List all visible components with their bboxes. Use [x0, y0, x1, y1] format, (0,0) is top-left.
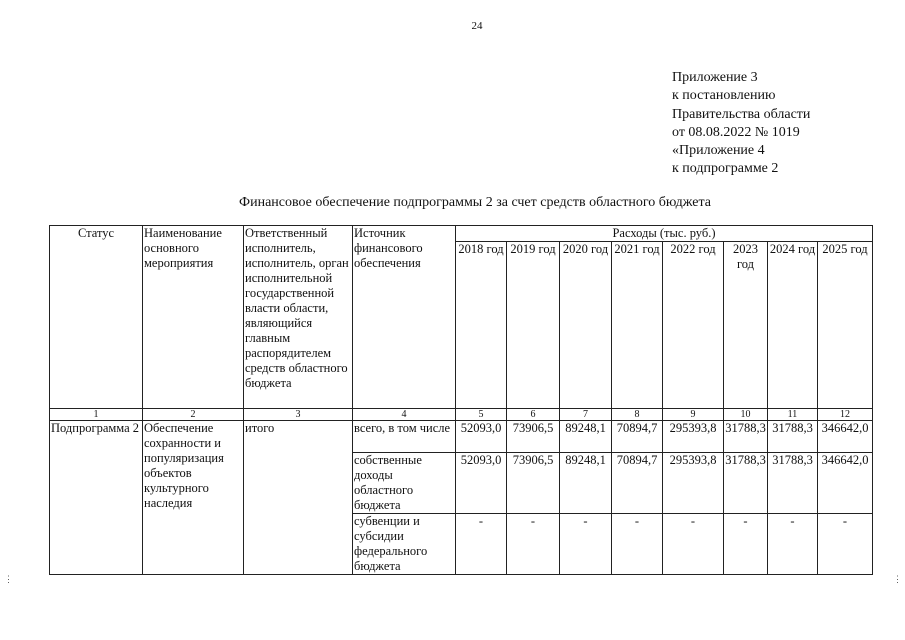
value-cell: 70894,7 — [612, 453, 663, 514]
value-cell: 70894,7 — [612, 421, 663, 453]
document-title: Финансовое обеспечение подпрограммы 2 за счет средств областного бюджета — [239, 195, 711, 210]
column-number: 5 — [456, 409, 507, 421]
responsible-cell: итого — [244, 421, 353, 575]
value-cell: 31788,3 — [768, 421, 818, 453]
value-cell: 31788,3 — [724, 453, 768, 514]
header-year: 2021 год — [612, 242, 663, 409]
header-expenses: Расходы (тыс. руб.) — [456, 226, 873, 242]
column-number: 8 — [612, 409, 663, 421]
source-cell: собственные доходы областного бюджета — [353, 453, 456, 514]
header-year: 2023 год — [724, 242, 768, 409]
value-cell: 31788,3 — [768, 453, 818, 514]
header-responsible: Ответственный исполнитель, исполнитель, орган исполнительной государственной власти области, являющийся главным распорядителем средств областного бюджета — [244, 226, 353, 409]
value-cell: - — [818, 514, 873, 575]
appendix-line: Правительства области — [672, 106, 811, 122]
header-year: 2025 год — [818, 242, 873, 409]
appendix-line: к постановлению — [672, 88, 776, 104]
value-cell: 295393,8 — [663, 421, 724, 453]
header-year: 2020 год — [560, 242, 612, 409]
source-cell: всего, в том числе — [353, 421, 456, 453]
value-cell: 346642,0 — [818, 453, 873, 514]
value-cell: 73906,5 — [507, 453, 560, 514]
column-number: 7 — [560, 409, 612, 421]
value-cell: - — [663, 514, 724, 575]
header-year: 2018 год — [456, 242, 507, 409]
header-year: 2019 год — [507, 242, 560, 409]
header-funding-source: Источник финансового обеспечения — [353, 226, 456, 409]
value-cell: 52093,0 — [456, 421, 507, 453]
appendix-line: к подпрограмме 2 — [672, 161, 779, 177]
value-cell: 346642,0 — [818, 421, 873, 453]
column-number: 11 — [768, 409, 818, 421]
column-number: 10 — [724, 409, 768, 421]
column-number: 4 — [353, 409, 456, 421]
column-number: 3 — [244, 409, 353, 421]
appendix-line: Приложение 3 — [672, 70, 758, 85]
value-cell: - — [724, 514, 768, 575]
appendix-block — [672, 69, 810, 179]
scan-edge-mark: ⋮ — [893, 574, 902, 584]
value-cell: 295393,8 — [663, 453, 724, 514]
value-cell: 31788,3 — [724, 421, 768, 453]
value-cell: 73906,5 — [507, 421, 560, 453]
column-number: 2 — [143, 409, 244, 421]
header-status: Статус — [50, 226, 143, 409]
source-cell: субвенции и субсидии федерального бюджета — [353, 514, 456, 575]
page-number: 24 — [471, 20, 483, 32]
value-cell: - — [560, 514, 612, 575]
column-number: 12 — [818, 409, 873, 421]
header-year: 2024 год — [768, 242, 818, 409]
column-number: 6 — [507, 409, 560, 421]
value-cell: 52093,0 — [456, 453, 507, 514]
value-cell: - — [768, 514, 818, 575]
column-number: 1 — [50, 409, 143, 421]
value-cell: - — [612, 514, 663, 575]
header-activity-name: Наименование основного мероприятия — [143, 226, 244, 409]
activity-cell: Обеспечение сохранности и популяризация объектов культурного наследия — [143, 421, 244, 575]
header-year: 2022 год — [663, 242, 724, 409]
scan-edge-mark: ⋮ — [4, 574, 13, 584]
appendix-line: от 08.08.2022 № 1019 — [672, 124, 800, 140]
status-cell: Подпрограмма 2 — [50, 421, 143, 575]
appendix-line: «Приложение 4 — [672, 143, 765, 159]
value-cell: - — [456, 514, 507, 575]
value-cell: 89248,1 — [560, 421, 612, 453]
value-cell: 89248,1 — [560, 453, 612, 514]
financing-table — [49, 225, 873, 575]
column-number: 9 — [663, 409, 724, 421]
value-cell: - — [507, 514, 560, 575]
